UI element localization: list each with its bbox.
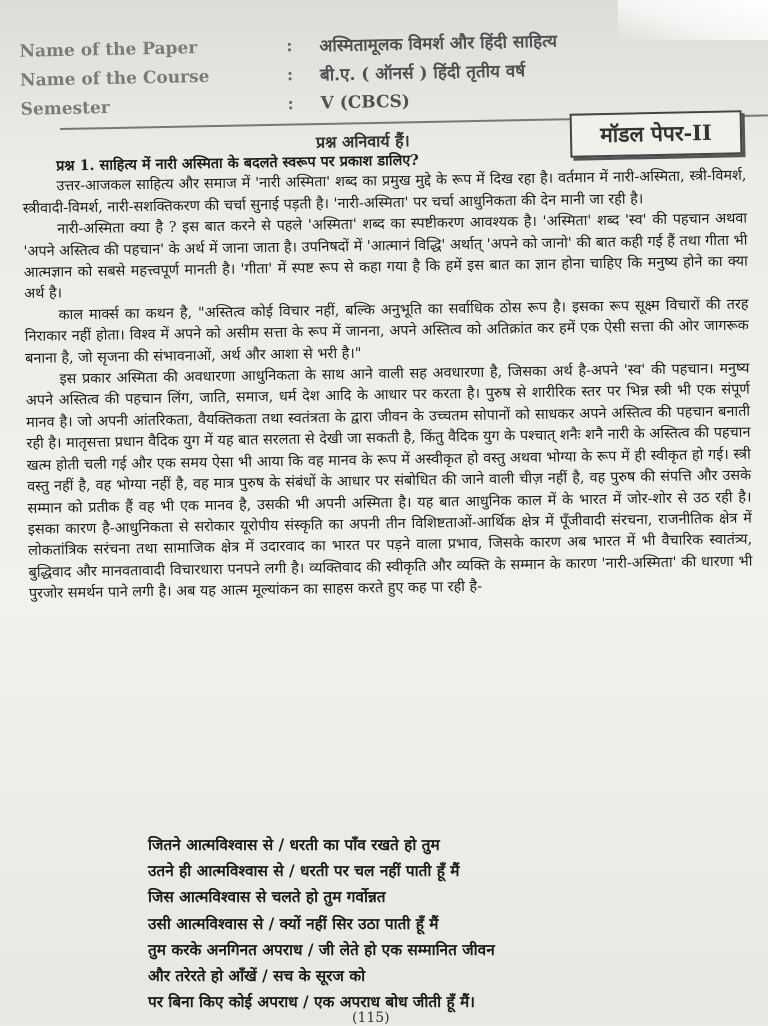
course-info-key: Name of the Course <box>19 66 210 91</box>
answer-body <box>22 145 753 606</box>
poem-line: और तरेरते हो आँखें / सच के सूरज को <box>148 967 366 986</box>
course-info-colon: : <box>286 35 293 56</box>
course-info-value: बी.ए. ( ऑनर्स ) हिंदी तृतीय वर्ष <box>319 61 526 86</box>
course-info <box>19 23 671 124</box>
course-info-key: Name of the Paper <box>19 37 198 62</box>
course-info-key: Semester <box>20 97 110 120</box>
paragraph: इस प्रकार अस्मिता की अवधारणा आधुनिकता के साथ आने वाली सह अवधारणा है, जिसका अर्थ है-अपने 'स्व' की पहचान। मनुष्य अपने अस्तित्व की पहचान लिंग, जाति, समाज, धर्म देश आदि के आधार पर करता है। पुरुष से शारीरिक स्तर पर भिन्न स्त्री भी एक संपूर्ण मानव है। जो अपनी आंतरिकता, वैयक्तिकता तथा स्वतंत्रता के द्वारा जीवन के उच्चतम सोपानों को साधकर अपने अस्तित्व की पहचान बनाती रही है। मातृसत्ता प्रधान वैदिक युग में यह बात सरलता से देखी जा सकती है, किंतु वैदिक युग के पश्चात् शनैः शनै नारी के अस्तित्व की पहचान खत्म होती चली गई और एक समय ऐसा भी आया कि वह मानव के रूप में अस्वीकृत हो वस्तु अथवा भोग्या के रूप में ही स्वीकृत हो गई। स्त्री वस्तु नहीं है, वह भोग्या नहीं है, वह मात्र पुरुष के संबंधों के आधार पर संबोधित की जाने वाली चीज़ नहीं है, वह पुरुष की संपत्ति और उसके सम्मान को प्रतीक हैं वह भी एक मानव है, उसकी भी अपनी अस्मिता है। यह बात आधुनिक काल में के भारत में जोर-शोर से उठ रही है। इसका कारण है-आधुनिकता से सरोकार यूरोपीय संस्कृति का अपनी तीन विशिष्टताओं-आर्थिक क्षेत्र में पूँजीवादी संरचना, राजनीतिक क्षेत्र में लोकतांत्रिक सरंचना तथा सामाजिक क्षेत्र में उदारवाद का भारत पर पड़ने वाला प्रभाव, जिसके कारण अब भारत में भी वैचारिक स्वातंत्र्य, बुद्धिवाद और मानवतावादी विचारधारा पनपने लगी है। व्यक्तिवाद की स्वीकृति और व्यक्ति के सम्मान के कारण 'नारी-अस्मिता' की धारणा भी पुरजोर समर्थन पाने लगी है। अब यह आत्म मूल्यांकन का साहस करते हुए कह पा रही है- <box>25 360 753 603</box>
question-text: प्रश्न 1. साहित्य में नारी अस्मिता के बदलते स्वरूप पर प्रकाश डालिए? <box>56 151 419 175</box>
course-info-colon: : <box>287 93 294 114</box>
page-number: (115) <box>352 1010 390 1026</box>
poem-line: जिस आत्मविश्वास से चलते हो तुम गर्वोन्नत <box>148 888 386 907</box>
quote-paragraph: काल मार्क्स का कथन है, "अस्तित्व कोई विचार नहीं, बल्कि अनुभूति का सर्वाधिक ठोस रूप है। इसका रूप सूक्ष्म विचारों की तरह निराकार नहीं होता। विश्व में अपने को असीम सत्ता के रूप में जानना, अपने अस्तित्व को अतिक्रांत कर हमें एक ऐसी सत्ता की ओर जागरूक बनाना है, जो सृजना की संभावनाओं, अर्थ और आशा से भरी है।" <box>24 296 749 367</box>
poem-line: उतने ही आत्मविश्वास से / धरती पर चल नहीं पाती हूँ मैं <box>148 862 460 881</box>
poem <box>148 832 708 1015</box>
paragraph: नारी-अस्मिता क्या है ? इस बात करने से पहले 'अस्मिता' शब्द का स्पष्टीकरण आवश्यक है। 'अस्मिता' शब्द 'स्व' की पहचान अथवा 'अपने अस्तित्व की पहचान' के अर्थ में जाना जाता है। उपनिषदों में 'आत्मानं विद्धि' अर्थात् 'अपने को जानो' की बात कही गई हैं तथा गीता भी आत्मज्ञान को सबसे महत्त्वपूर्ण मानती है। 'गीता' में स्पष्ट रूप से कहा गया है कि हमें इस बात का ज्ञान होना चाहिए कि मनुष्य होने का क्या अर्थ है। <box>23 210 748 303</box>
course-info-value: अस्मितामूलक विमर्श और हिंदी साहित्य <box>319 31 558 57</box>
compulsory-note: प्रश्न अनिवार्य हैं। <box>315 131 410 152</box>
course-info-colon: : <box>286 64 294 85</box>
poem-line: उसी आत्मविश्वास से / क्यों नहीं सिर उठा पाती हूँ मैं <box>148 914 439 933</box>
poem-line: जितने आत्मविश्वास से / धरती का पाँव रखते हो तुम <box>148 836 440 854</box>
poem-line: तुम करके अनगिनत अपराध / जी लेते हो एक सम्मानित जीवन <box>148 940 495 959</box>
poem-line: पर बिना किए कोई अपराध / एक अपराध बोध जीती हूँ मैं। <box>148 993 476 1012</box>
answer-intro: उत्तर-आजकल साहित्य और समाज में 'नारी अस्मिता' शब्द का प्रमुख मुद्दे के रूप में दिख रहा है। वर्तमान में नारी-अस्मिता, स्त्री-विमर्श, स्त्रीवादी-विमर्श, नारी-सशक्तिकरण की चर्चा सुनाई पड़ती है। 'नारी-अस्मिता' पर चर्चा आधुनिकता की देन मानी जा रही है। <box>22 168 747 217</box>
model-paper-label: मॉडल पेपर-II <box>570 110 743 158</box>
course-info-value: V (CBCS) <box>320 91 411 114</box>
